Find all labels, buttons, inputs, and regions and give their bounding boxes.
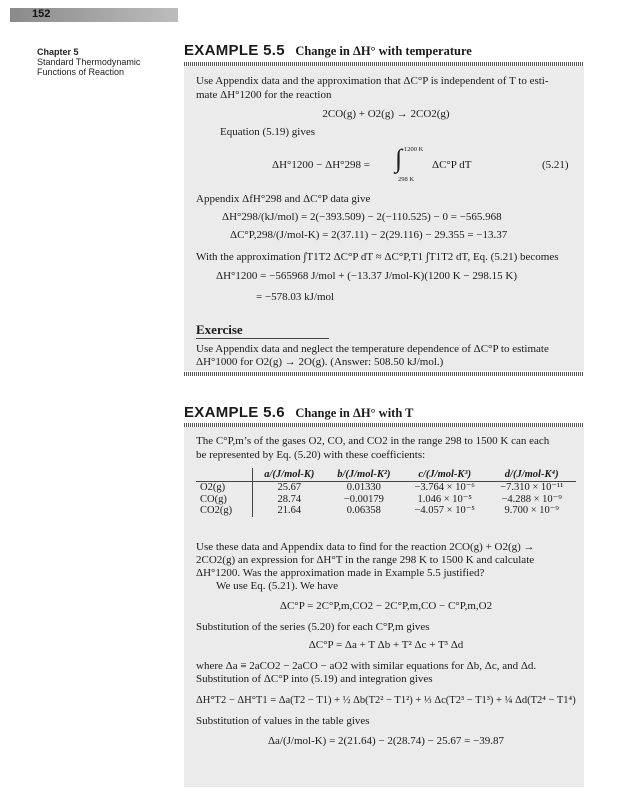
eq521-number: (5.21) <box>542 159 569 171</box>
table-header-c: c/(J/mol-K³) <box>402 468 487 482</box>
ex56-eq-da: Δa/(J/mol-K) = 2(21.64) − 2(28.74) − 25.67 = −39.87 <box>267 735 505 747</box>
table-header-d: d/(J/mol-K⁴) <box>487 468 576 482</box>
ex56-eq-integrated: ΔH°T2 − ΔH°T1 = Δa(T2 − T1) + ½ Δb(T2² − T1²) + ⅓ Δc(T2³ − T1³) + ¼ Δd(T2⁴ − T1⁴) <box>196 695 576 706</box>
example-5-6-heading <box>184 404 414 421</box>
table-cell: −4.057 × 10⁻⁵ <box>414 505 475 516</box>
exercise-underline <box>196 338 329 339</box>
table-cell-species: O2(g) <box>196 482 253 494</box>
ex56-intro-line2: be represented by Eq. (5.20) with these coefficients: <box>196 449 426 461</box>
chapter-margin-note <box>37 47 140 77</box>
example-title: Change in ΔH° with T <box>295 406 414 420</box>
table-row <box>196 494 576 506</box>
exercise-line2: ΔH°1000 for O2(g) → 2O(g). (Answer: 508.50 kJ/mol.) <box>196 356 444 368</box>
page-number: 152 <box>32 8 51 20</box>
example-label: EXAMPLE <box>184 404 259 421</box>
table-cell: 28.74 <box>277 493 302 505</box>
ex56-where-line1: where Δa ≡ 2aCO2 − 2aCO − aO2 with similar equations for Δb, Δc, and Δd. <box>196 660 537 672</box>
chapter-label: Chapter 5 <box>37 47 79 57</box>
ex55-calc2: ΔC°P,298/(J/mol-K) = 2(37.11) − 2(29.116) − 29.355 = −13.37 <box>230 229 508 241</box>
eq521-lower-limit: 298 K <box>398 176 415 183</box>
table-row <box>196 482 576 494</box>
ex56-subst-values: Substitution of values in the table gives <box>196 715 370 727</box>
ex55-result1: ΔH°1200 = −565968 J/mol + (−13.37 J/mol-K)(1200 K − 298.15 K) <box>216 270 517 282</box>
table-cell: −0.00179 <box>343 493 384 505</box>
ex56-para2-line1: Use these data and Appendix data to find for the reaction 2CO(g) + O2(g) → <box>196 541 535 553</box>
table-row <box>196 505 576 517</box>
page-number-bar <box>10 8 178 22</box>
ex55-approx-line: With the approximation ∫T1T2 ΔC°P dT ≈ ΔC°P,T1 ∫T1T2 dT, Eq. (5.21) becomes <box>196 251 559 263</box>
example-bottom-rule <box>184 372 584 376</box>
ex56-para2-line4: We use Eq. (5.21). We have <box>216 580 339 592</box>
ex56-para2-line3: ΔH°1200. Was the approximation made in Example 5.5 justified? <box>196 567 485 579</box>
chapter-title-line2: Functions of Reaction <box>37 67 125 77</box>
ex56-eq-series: ΔC°P = Δa + T Δb + T² Δc + T³ Δd <box>308 639 464 651</box>
ex56-subst-line: Substitution of the series (5.20) for each C°P,m gives <box>196 621 430 633</box>
table-cell: 0.06358 <box>346 505 381 516</box>
exercise-title: Exercise <box>196 322 243 337</box>
table-cell: −4.288 × 10⁻⁹ <box>501 493 562 505</box>
integral-sign: ∫ <box>395 144 403 173</box>
table-cell: 25.67 <box>277 482 302 493</box>
ex56-para2-line2: 2CO2(g) an expression for ΔH°T in the range 298 K to 1500 K and calculate <box>196 554 535 566</box>
ex55-intro-line2: mate ΔH°1200 for the reaction <box>196 89 332 101</box>
ex55-result2: = −578.03 kJ/mol <box>256 291 335 303</box>
example-number: 5.5 <box>263 42 285 59</box>
table-cell: 1.046 × 10⁻⁵ <box>417 493 472 505</box>
table-header-a: a/(J/mol-K) <box>253 468 326 482</box>
ex55-reaction: 2CO(g) + O2(g) → 2CO2(g) <box>322 108 450 120</box>
ex56-where-line2: Substitution of ΔC°P into (5.19) and integration gives <box>196 673 433 685</box>
table-header-blank <box>196 468 253 482</box>
eq521-rhs: ΔC°P dT <box>432 159 472 171</box>
coefficient-table <box>196 468 576 517</box>
ex56-intro-line1: The C°P,m’s of the gases O2, CO, and CO2 in the range 298 to 1500 K can each <box>196 435 550 447</box>
example-number: 5.6 <box>263 404 285 421</box>
eq521-lhs: ΔH°1200 − ΔH°298 = <box>272 159 370 171</box>
example-title: Change in ΔH° with temperature <box>295 44 472 58</box>
table-cell: 9.700 × 10⁻⁹ <box>504 505 559 516</box>
table-cell-species: CO2(g) <box>196 505 253 517</box>
table-cell: 21.64 <box>277 505 302 516</box>
ex56-eq-dcp: ΔC°P = 2C°P,m,CO2 − 2C°P,m,CO − C°P,m,O2 <box>279 600 493 612</box>
table-header-b: b/(J/mol-K²) <box>326 468 402 482</box>
eq521-upper-limit: 1200 K <box>404 146 424 153</box>
table-cell: 0.01330 <box>346 482 381 493</box>
ex55-appendix-line: Appendix ΔfH°298 and ΔC°P data give <box>196 193 371 205</box>
table-header-row <box>196 468 576 482</box>
table-cell: −7.310 × 10⁻¹¹ <box>500 482 564 493</box>
ex55-intro-line1: Use Appendix data and the approximation that ΔC°P is independent of T to esti- <box>196 75 549 87</box>
table-cell: −3.764 × 10⁻⁶ <box>414 482 475 493</box>
table-cell-species: CO(g) <box>196 494 253 506</box>
chapter-title-line1: Standard Thermodynamic <box>37 57 141 67</box>
ex55-eq-gives: Equation (5.19) gives <box>220 126 316 138</box>
example-5-5-heading <box>184 42 472 59</box>
ex55-calc1: ΔH°298/(kJ/mol) = 2(−393.509) − 2(−110.525) − 0 = −565.968 <box>222 211 502 223</box>
example-label: EXAMPLE <box>184 42 259 59</box>
exercise-line1: Use Appendix data and neglect the temperature dependence of ΔC°P to estimate <box>196 343 549 355</box>
